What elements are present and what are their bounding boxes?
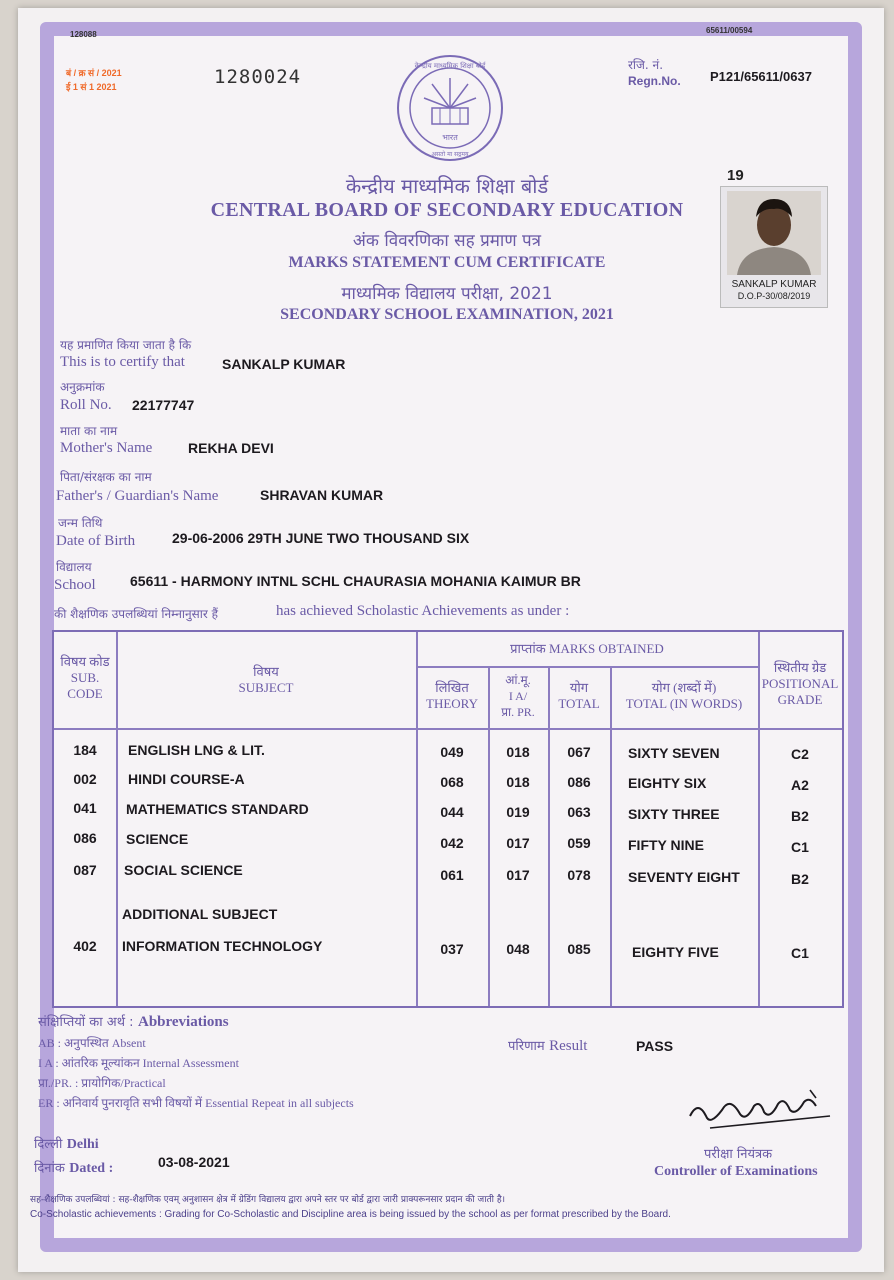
header-theory-en: THEORY — [426, 696, 478, 711]
row-words: FIFTY NINE — [628, 837, 704, 853]
row-theory: 044 — [440, 804, 464, 820]
roll-label-hi: अनुक्रमांक — [60, 380, 105, 394]
roll-label-en: Roll No. — [60, 397, 112, 413]
exam-title-hi: माध्यमिक विद्यालय परीक्षा, 2021 — [341, 284, 553, 304]
row-total: 059 — [567, 835, 591, 851]
row-code: 087 — [73, 862, 97, 878]
achieved-label-hi: की शैक्षणिक उपलब्धियां निम्नानुसार हैं — [54, 607, 218, 621]
header-total-hi: योग — [569, 680, 589, 695]
top-right-number: 65611/00594 — [706, 26, 753, 35]
row-code: 086 — [73, 830, 97, 846]
header-words-en: TOTAL (IN WORDS) — [625, 696, 743, 711]
mother-label-en: Mother's Name — [60, 440, 153, 456]
header-subject — [116, 664, 416, 696]
photo-image — [727, 191, 821, 275]
header-total-words — [610, 680, 758, 712]
header-code-en1: SUB. — [70, 670, 100, 685]
result-value: PASS — [636, 1038, 674, 1054]
row-words: EIGHTY FIVE — [632, 944, 719, 960]
top-left-number: 128088 — [70, 30, 97, 39]
controller-title-hi: परीक्षा नियंत्रक — [704, 1147, 773, 1162]
row-code: 041 — [73, 800, 97, 816]
row-total: 086 — [567, 774, 591, 790]
header-grade — [758, 660, 842, 708]
result-label-hi: परिणाम — [508, 1039, 545, 1054]
achieved-label-en: has achieved Scholastic Achievements as under : — [276, 603, 570, 619]
photo-caption-name: SANKALP KUMAR — [731, 279, 817, 290]
row-ia: 018 — [506, 744, 530, 760]
cbse-emblem-icon — [394, 52, 506, 164]
student-photo — [720, 167, 828, 308]
header-subject-en: SUBJECT — [238, 680, 294, 695]
person-portrait-icon — [727, 191, 821, 275]
header-ia-en: I A/ — [508, 689, 528, 703]
row-subject: ENGLISH LNG & LIT. — [128, 742, 265, 758]
row-words: SEVENTY EIGHT — [628, 869, 740, 885]
issue-date: 03-08-2021 — [158, 1154, 230, 1170]
emblem-bottom-text: असतो मा सद्गमय — [431, 151, 469, 158]
row-words: SIXTY THREE — [628, 806, 720, 822]
regn-label-en: Regn.No. — [628, 74, 681, 88]
dob-label-hi: जन्म तिथि — [58, 516, 103, 530]
row-ia: 017 — [506, 867, 530, 883]
emblem-mid-text: भारत — [442, 133, 458, 142]
header-total-en: TOTAL — [558, 696, 600, 711]
row-subject: HINDI COURSE-A — [128, 771, 245, 787]
row-grade: C2 — [791, 746, 809, 762]
certificate-title-en: MARKS STATEMENT CUM CERTIFICATE — [288, 254, 606, 271]
row-code: 402 — [73, 938, 97, 954]
dated-hi: दिनांक — [34, 1161, 65, 1176]
student-name: SANKALP KUMAR — [222, 356, 346, 372]
row-total: 078 — [567, 867, 591, 883]
marks-table — [52, 630, 844, 1008]
place-en: Delhi — [66, 1137, 99, 1152]
father-name: SHRAVAN KUMAR — [260, 487, 384, 503]
abbrev-internal: I A : आंतरिक मूल्यांकन Internal Assessment — [38, 1056, 239, 1070]
header-grade-en2: GRADE — [777, 692, 823, 707]
date-of-birth: 29-06-2006 29TH JUNE TWO THOUSAND SIX — [172, 530, 470, 546]
place — [34, 1134, 99, 1153]
row-total: 063 — [567, 804, 591, 820]
regn-label-hi: रजि. नं. — [628, 58, 664, 72]
header-sub-code — [54, 654, 116, 702]
abbrev-title-hi: संक्षिप्तियों का अर्थ : — [38, 1015, 134, 1030]
header-subject-hi: विषय — [253, 664, 279, 679]
controller-signature-icon — [680, 1086, 840, 1144]
row-words: EIGHTY SIX — [628, 775, 707, 791]
additional-subject-label: ADDITIONAL SUBJECT — [122, 906, 278, 922]
row-grade: B2 — [791, 871, 809, 887]
row-grade: B2 — [791, 808, 809, 824]
header-words-hi: योग (शब्दों में) — [651, 680, 717, 695]
roll-number: 22177747 — [132, 397, 195, 413]
school-name: 65611 - HARMONY INTNL SCHL CHAURASIA MOHANIA KAIMUR BR — [130, 573, 581, 589]
header-ia-hi: आं.मू. — [505, 673, 531, 687]
abbrev-essential-repeat: ER : अनिवार्य पुनरावृति सभी विषयों में Essential Repeat in all subjects — [38, 1096, 354, 1110]
header-ia-pr — [488, 672, 548, 720]
row-words: SIXTY SEVEN — [628, 745, 720, 761]
certificate-title-hi: अंक विवरणिका सह प्रमाण पत्र — [352, 231, 542, 251]
emblem-top-text: केन्द्रीय माध्यमिक शिक्षा बोर्ड — [414, 62, 486, 70]
row-grade: A2 — [791, 777, 809, 793]
row-grade: C1 — [791, 839, 809, 855]
row-ia: 018 — [506, 774, 530, 790]
row-theory: 049 — [440, 744, 464, 760]
header-theory-hi: लिखित — [435, 680, 469, 695]
row-theory: 042 — [440, 835, 464, 851]
father-label-en: Father's / Guardian's Name — [56, 488, 219, 504]
row-grade: C1 — [791, 945, 809, 961]
footer-note-en: Co-Scholastic achievements : Grading for Co-Scholastic and Discipline area is being issued by the school as per format prescribed by the Board. — [30, 1209, 671, 1220]
header-code-hi: विषय कोड — [60, 654, 110, 669]
header-marks-hi: प्राप्तांक — [510, 641, 546, 656]
row-code: 184 — [73, 742, 97, 758]
row-theory: 068 — [440, 774, 464, 790]
exam-title-en: SECONDARY SCHOOL EXAMINATION, 2021 — [280, 306, 614, 323]
row-ia: 048 — [506, 941, 530, 957]
orange-stamp-line2: ई 1 सं 1 2021 — [66, 82, 117, 92]
row-subject: MATHEMATICS STANDARD — [126, 801, 309, 817]
row-theory: 037 — [440, 941, 464, 957]
row-code: 002 — [73, 771, 97, 787]
school-label-en: School — [54, 577, 96, 593]
orange-stamp-line1: बं / क्र सं / 2021 — [66, 68, 122, 78]
abbreviations-heading — [38, 1012, 229, 1031]
place-hi: दिल्ली — [34, 1137, 63, 1152]
result-label — [508, 1036, 587, 1055]
header-theory — [416, 680, 488, 712]
row-subject: SOCIAL SCIENCE — [124, 862, 243, 878]
mother-label-hi: माता का नाम — [60, 424, 118, 438]
dob-label-en: Date of Birth — [56, 533, 136, 549]
photo-number: 19 — [727, 167, 744, 184]
mother-name: REKHA DEVI — [188, 440, 274, 456]
dated-label — [34, 1158, 113, 1177]
board-title-hi: केन्द्रीय माध्यमिक शिक्षा बोर्ड — [345, 174, 549, 198]
board-title-en: CENTRAL BOARD OF SECONDARY EDUCATION — [210, 199, 684, 221]
dated-en: Dated : — [69, 1161, 114, 1176]
header-total — [548, 680, 610, 712]
header-code-en2: CODE — [67, 686, 103, 701]
serial-number: 1280024 — [214, 66, 302, 88]
row-ia: 019 — [506, 804, 530, 820]
header-grade-hi: स्थितीय ग्रेड — [773, 660, 827, 675]
certify-label-hi: यह प्रमाणित किया जाता है कि — [60, 338, 192, 352]
row-theory: 061 — [440, 867, 464, 883]
header-marks-obtained — [416, 641, 758, 657]
row-total: 067 — [567, 744, 591, 760]
controller-title-en: Controller of Examinations — [654, 1164, 818, 1179]
footer-note-hi: सह-शैक्षणिक उपलब्धियां : सह-शैक्षणिक एवम् अनुशासन क्षेत्र में ग्रेडिंग विद्यालय द्वारा अपने स्तर पर बोर्ड द्वारा जारी प्राक्परूनसार प्रदान की जाती है। — [30, 1195, 506, 1205]
abbrev-absent: AB : अनुपस्थित Absent — [38, 1036, 146, 1050]
row-subject: INFORMATION TECHNOLOGY — [122, 938, 323, 954]
result-label-en: Result — [549, 1038, 588, 1054]
row-ia: 017 — [506, 835, 530, 851]
father-label-hi: पिता/संरक्षक का नाम — [60, 470, 152, 484]
certify-label-en: This is to certify that — [60, 354, 185, 370]
header-grade-en1: POSITIONAL — [761, 676, 839, 691]
row-total: 085 — [567, 941, 591, 957]
abbrev-practical: प्रा./PR. : प्रायोगिक/Practical — [38, 1076, 166, 1090]
photo-caption-dop: D.O.P-30/08/2019 — [737, 291, 811, 301]
row-subject: SCIENCE — [126, 831, 189, 847]
abbrev-title-en: Abbreviations — [137, 1014, 229, 1030]
header-marks-en: MARKS OBTAINED — [548, 641, 664, 656]
school-label-hi: विद्यालय — [56, 560, 92, 574]
registration-number: P121/65611/0637 — [710, 69, 812, 84]
header-pr: प्रा. PR. — [501, 705, 535, 719]
